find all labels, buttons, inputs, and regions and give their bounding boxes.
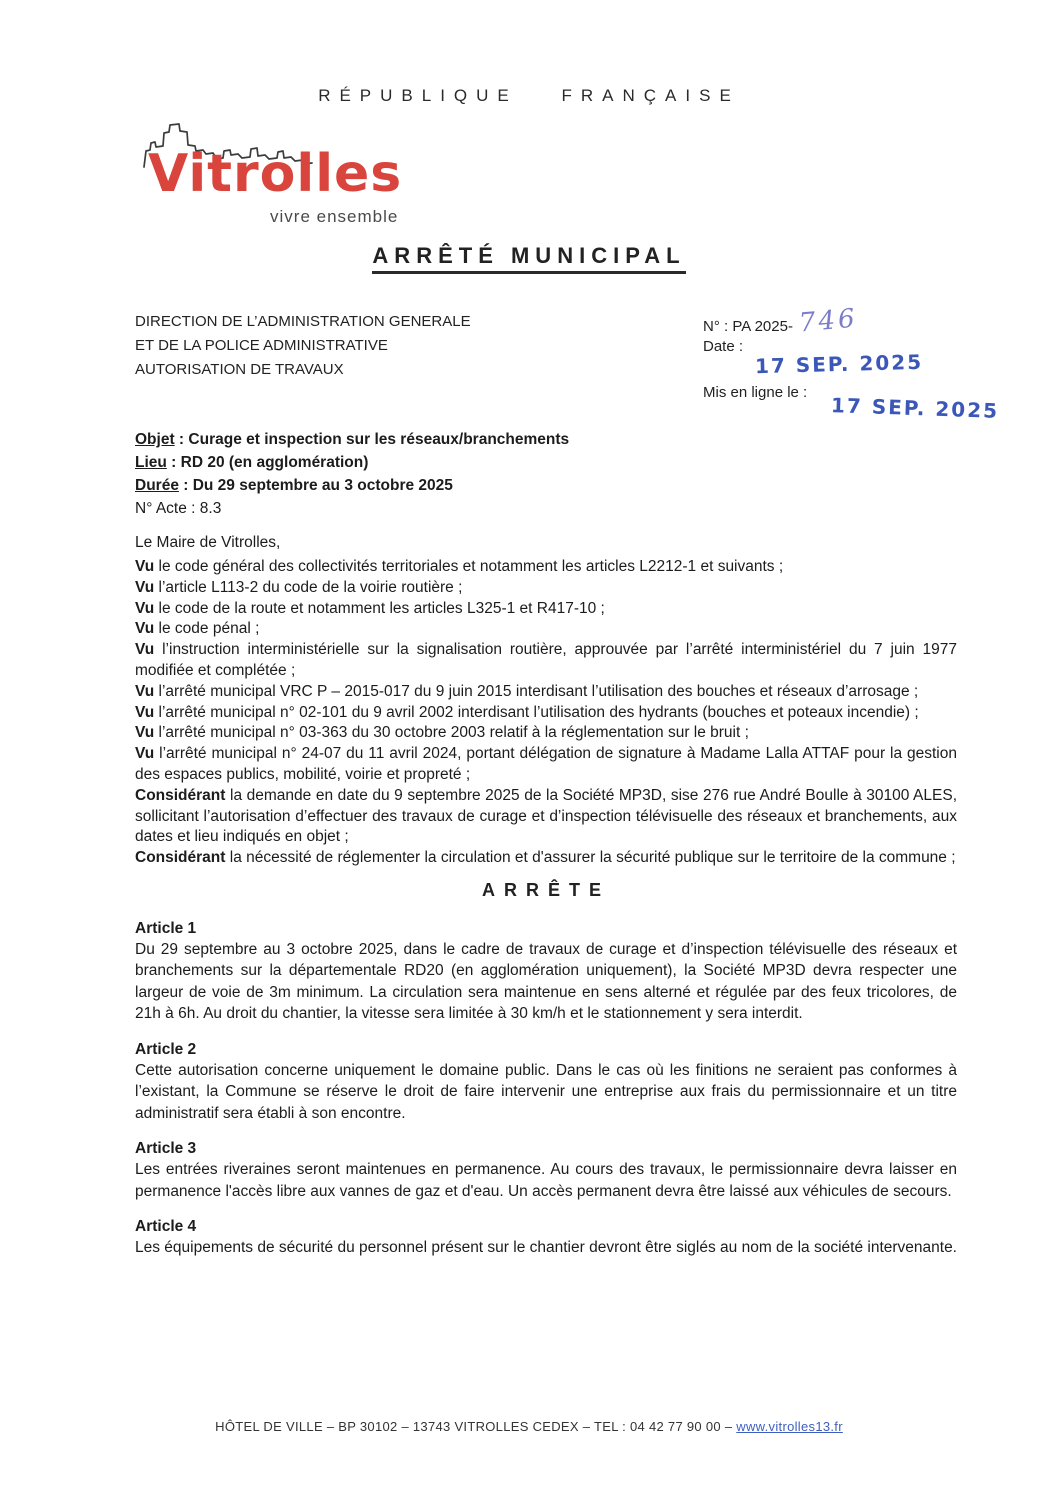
recital-text: l’arrêté municipal n° 02-101 du 9 avril 2002 interdisant l’utilisation des hydrants (bouches et poteaux incendie) ; (158, 703, 919, 721)
recital-text: la demande en date du 9 septembre 2025 de la Société MP3D, sise 276 rue André Boulle à 30100 ALES, sollicitant l’autorisation d’effectuer des travaux de curage et d’inspection télévisuelle des réseaux et branchements, aux dates et lieu indiqués en objet ; (135, 786, 958, 846)
recital-lead: Considérant (135, 849, 226, 867)
recital-item (135, 786, 957, 848)
document-title-text: ARRÊTÉ MUNICIPAL (372, 243, 685, 274)
republique-francaise-text: RÉPUBLIQUE FRANÇAISE (318, 86, 740, 105)
objet-separator: : (174, 431, 189, 448)
logo-wordmark: Vitrolles (148, 144, 403, 204)
direction-line: DIRECTION DE L’ADMINISTRATION GENERALE (135, 313, 471, 330)
article (135, 1216, 957, 1259)
article-body: Du 29 septembre au 3 octobre 2025, dans le cadre de travaux de curage et d’inspection télévisuelle des réseaux et branchements sur la départementale RD20 (en agglomération uniquement), la Société MP3D devra respecter une largeur de voie de 3m minimum. La circulation sera maintenue en sens alterné et régulée par des feux tricolores, de 21h à 6h. Au droit du chantier, la vitesse sera limitée à 30 km/h et le stationnement y sera interdit. (135, 940, 957, 1023)
recital-text: la nécessité de réglementer la circulation et d'assurer la sécurité publique sur le territoire de la commune ; (229, 849, 956, 867)
intro-line: Le Maire de Vitrolles, (135, 534, 281, 551)
recital-text: l’arrêté municipal n° 24-07 du 11 avril 2024, portant délégation de signature à Madame Lalla ATTAF pour la gestion des espaces publics, mobilité, voirie et propreté ; (135, 745, 957, 783)
article-body: Les équipements de sécurité du personnel présent sur le chantier devront être siglés au nom de la société intervenante. (135, 1239, 957, 1257)
meta-block (703, 303, 1053, 423)
arrete-heading: ARRÊTE (481, 879, 610, 900)
article (135, 918, 957, 1025)
vitrolles-logo (142, 118, 422, 230)
date-label: Date : (703, 338, 744, 355)
recital-item (135, 682, 957, 703)
objet-value: Curage et inspection sur les réseaux/branchements (188, 431, 570, 448)
objet-label: Objet (135, 431, 175, 448)
lieu-row (135, 451, 957, 474)
recital-text: l’arrêté municipal VRC P – 2015-017 du 9 juin 2015 interdisant l’utilisation des bouches et réseaux d’arrosage ; (158, 682, 919, 700)
article-title: Article 1 (135, 919, 197, 937)
recital-item (135, 744, 957, 786)
recital-lead: Vu (135, 578, 155, 596)
recital-item (135, 848, 957, 869)
recital-lead: Vu (135, 724, 155, 742)
document-title (0, 243, 1058, 269)
footer-text: HÔTEL DE VILLE – BP 30102 – 13743 VITROLLES CEDEX – TEL : 04 42 77 90 00 – (215, 1419, 737, 1434)
recital-item (135, 703, 957, 724)
numero-handwritten-value: 746 (797, 303, 859, 339)
duree-separator: : (178, 477, 193, 494)
footer-website-link[interactable]: www.vitrolles13.fr (736, 1419, 843, 1434)
article-title: Article 4 (135, 1218, 197, 1236)
date-line (703, 338, 1053, 379)
recitals-block (135, 557, 957, 869)
direction-block (135, 310, 471, 382)
articles-block (135, 918, 957, 1259)
recital-lead: Vu (135, 620, 155, 638)
article (135, 1138, 957, 1202)
recital-lead: Considérant (135, 786, 226, 804)
recital-text: le code général des collectivités territoriales et notamment les articles L2212-1 et suivants ; (158, 558, 784, 575)
direction-line: AUTORISATION DE TRAVAUX (135, 361, 344, 378)
recital-text: le code pénal ; (158, 620, 260, 638)
duree-label: Durée (135, 477, 179, 494)
article-title: Article 2 (135, 1040, 197, 1058)
recital-lead: Vu (135, 682, 155, 700)
recital-item (135, 578, 957, 599)
article-title: Article 3 (135, 1140, 197, 1158)
subject-block (135, 428, 957, 520)
logo-tagline: vivre ensemble (270, 207, 399, 226)
recital-lead: Vu (135, 599, 155, 617)
article-body: Cette autorisation concerne uniquement le domaine public. Dans le cas où les finitions ne seraient pas conformes à l’existant, la Commune se réserve le droit de faire intervenir une entreprise aux frais du permissionnaire et un titre administratif sera établi à son encontre. (135, 1061, 957, 1122)
date-stamp: 17 SEP. 2025 (754, 349, 924, 379)
recital-item (135, 599, 957, 620)
numero-line (703, 303, 1053, 339)
recital-text: l’instruction interministérielle sur la signalisation routière, approuvée par l’arrêté interministériel du 7 juin 1977 modifiée et complétée ; (135, 641, 957, 679)
document-body (135, 428, 957, 1259)
acte-row: N° Acte : 8.3 (135, 500, 222, 517)
online-line (703, 384, 1053, 423)
objet-row (135, 428, 957, 451)
direction-line: ET DE LA POLICE ADMINISTRATIVE (135, 337, 388, 354)
recital-item (135, 723, 957, 744)
lieu-label: Lieu (135, 454, 167, 471)
recital-lead: Vu (135, 558, 155, 575)
recital-text: le code de la route et notamment les articles L325-1 et R417-10 ; (158, 599, 605, 617)
duree-value: Du 29 septembre au 3 octobre 2025 (192, 477, 453, 494)
online-stamp: 17 SEP. 2025 (830, 393, 1000, 423)
recital-text: l’article L113-2 du code de la voirie routière ; (158, 578, 463, 596)
recital-item (135, 619, 957, 640)
recital-lead: Vu (135, 703, 155, 721)
footer (0, 1419, 1058, 1434)
recital-item (135, 640, 957, 682)
recital-text: l’arrêté municipal n° 03-363 du 30 octobre 2003 relatif à la réglementation sur le bruit ; (158, 724, 749, 742)
recital-lead: Vu (135, 745, 155, 763)
numero-label: N° : PA 2025- (703, 318, 793, 335)
online-label: Mis en ligne le : (703, 384, 808, 401)
recital-lead: Vu (135, 641, 155, 659)
article-body: Les entrées riveraines seront maintenues en permanence. Au cours des travaux, le permissionnaire devra laisser en permanence l'accès libre aux vannes de gaz et d'eau. Un accès permanent devra être laissé aux véhicules de secours. (135, 1161, 957, 1200)
recital-item (135, 557, 957, 578)
lieu-separator: : (166, 454, 181, 471)
duree-row (135, 474, 957, 497)
article (135, 1039, 957, 1125)
lieu-value: RD 20 (en agglomération) (180, 454, 369, 471)
